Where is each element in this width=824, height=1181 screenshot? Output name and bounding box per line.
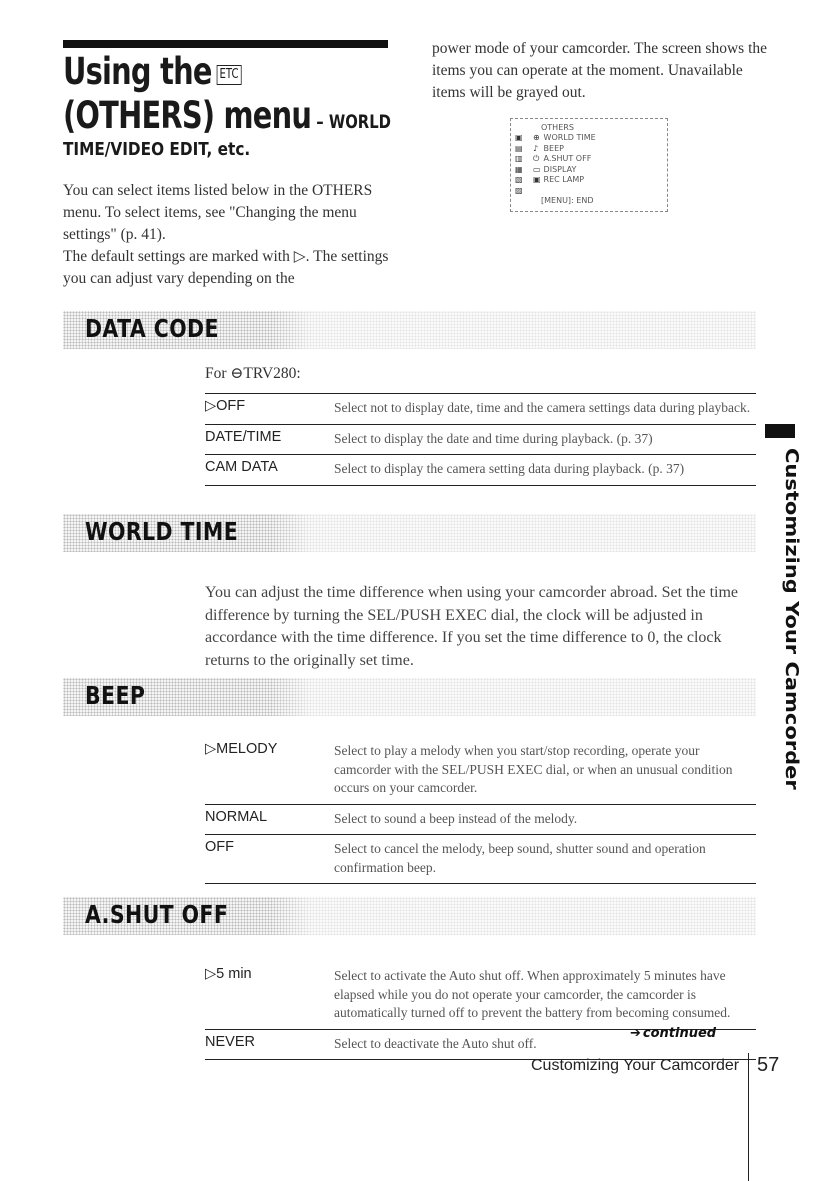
section-header-shut-off <box>63 897 756 935</box>
menu-screen-illustration <box>510 118 668 212</box>
setting-description: Select not to display date, time and the camera settings data during playback. <box>334 394 756 425</box>
beep-table <box>205 737 756 884</box>
table-row <box>205 835 756 884</box>
edit-icon: ▦ <box>515 164 523 174</box>
shut-off-table <box>205 962 756 1060</box>
menu-screen-item <box>533 144 596 155</box>
intro-paragraph-2: The default settings are marked with ▷. The settings you can adjust vary depending on the <box>63 248 389 287</box>
intro-left <box>63 180 393 290</box>
menu-screen-item <box>533 165 596 176</box>
etc-menu-icon: ▧ <box>515 175 523 184</box>
setting-option: ▷5 min <box>205 962 334 1029</box>
setting-option: OFF <box>205 835 334 884</box>
setup-icon: ▨ <box>515 185 523 195</box>
menu-item-label: A.SHUT OFF <box>543 154 592 163</box>
setting-option: NORMAL <box>205 804 334 835</box>
section-title: BEEP <box>85 681 146 710</box>
menu-item-icon: ▭ <box>533 164 541 174</box>
etc-icon: ETC <box>216 65 241 85</box>
page-title <box>63 50 391 144</box>
memory-icon: ▤ <box>515 143 523 153</box>
table-row <box>205 455 756 486</box>
menu-item-label: REC LAMP <box>543 175 585 184</box>
menu-screen-footer: [MENU]: END <box>541 196 594 205</box>
model-note: For ⊖TRV280: <box>205 365 301 382</box>
menu-item-icon: ♪ <box>533 143 539 153</box>
table-row <box>205 737 756 804</box>
camera-tape-icon: ▣ <box>515 133 523 142</box>
setting-option: NEVER <box>205 1029 334 1060</box>
chapter-footer: Customizing Your Camcorder <box>531 1057 740 1074</box>
table-row <box>205 424 756 455</box>
title-dash: – <box>311 111 329 133</box>
table-row <box>205 394 756 425</box>
setting-option: CAM DATA <box>205 455 334 486</box>
continued-label: ➔ continued <box>630 1026 717 1041</box>
data-code-table <box>205 393 756 486</box>
playback-icon: ▥ <box>515 154 523 163</box>
menu-item-icon: ⏻ <box>533 154 540 163</box>
footer-divider <box>748 1053 749 1181</box>
setting-option: DATE/TIME <box>205 424 334 455</box>
menu-item-label: BEEP <box>543 143 564 153</box>
world-time-description: You can adjust the time difference when using your camcorder abroad. Set the time difference by turning the SEL/PUSH EXEC dial, the clock will be adjusted in accordance with the time difference. If you set the time difference to 0, the clock returns to the originally set time. <box>205 584 739 669</box>
title-suffix: WORLD <box>328 111 391 133</box>
arrow-right-icon: ➔ <box>630 1026 641 1041</box>
section-header-world-time <box>63 514 756 552</box>
heading-rule <box>63 40 388 48</box>
section-title: A.SHUT OFF <box>85 900 229 929</box>
side-chapter-tab: Customizing Your Camcorder <box>781 448 803 790</box>
menu-screen-title: OTHERS <box>541 123 574 132</box>
menu-item-label: WORLD TIME <box>543 133 596 142</box>
table-row <box>205 804 756 835</box>
setting-description: Select to activate the Auto shut off. When approximately 5 minutes have elapsed while you do not operate your camcorder, the camcorder is automatically turned off to prevent the battery from becoming consumed. <box>334 962 756 1029</box>
menu-item-label: DISPLAY <box>543 164 577 174</box>
section-header-beep <box>63 678 756 716</box>
menu-screen-items <box>533 133 596 186</box>
table-row <box>205 962 756 1029</box>
menu-screen-item <box>533 175 596 186</box>
side-tab-marker <box>765 424 795 438</box>
menu-side-icons <box>515 133 523 196</box>
title-line1: Using the <box>63 50 212 93</box>
title-line2: (OTHERS) menu <box>63 94 312 137</box>
menu-item-icon: ▣ <box>533 175 541 184</box>
intro-right <box>432 38 772 104</box>
section-title: WORLD TIME <box>85 517 239 546</box>
page-number: 57 <box>757 1054 780 1076</box>
setting-option: ▷MELODY <box>205 737 334 804</box>
setting-description: Select to deactivate the Auto shut off. <box>334 1029 756 1060</box>
setting-description: Select to display the date and time during playback. (p. 37) <box>334 424 756 455</box>
menu-screen-item <box>533 154 596 165</box>
menu-item-icon: ⊕ <box>533 133 540 142</box>
default-marker-icon: ▷ <box>293 248 306 265</box>
setting-description: Select to sound a beep instead of the melody. <box>334 804 756 835</box>
setting-option: ▷OFF <box>205 394 334 425</box>
setting-description: Select to play a melody when you start/stop recording, operate your camcorder with the SEL/PUSH EXEC dial, or when an unusual condition occurs on your camcorder. <box>334 737 756 804</box>
section-title: DATA CODE <box>85 314 219 343</box>
setting-description: Select to display the camera setting data during playback. (p. 37) <box>334 455 756 486</box>
setting-description: Select to cancel the melody, beep sound, shutter sound and operation confirmation beep. <box>334 835 756 884</box>
page-subtitle: TIME/VIDEO EDIT, etc. <box>63 139 251 160</box>
intro-paragraph-1: You can select items listed below in the OTHERS menu. To select items, see "Changing the menu settings" (p. 41). <box>63 182 373 243</box>
intro-continued: power mode of your camcorder. The screen shows the items you can operate at the moment. Unavailable items will be grayed out. <box>432 40 768 101</box>
section-header-data-code <box>63 311 756 349</box>
menu-screen-item <box>533 133 596 144</box>
